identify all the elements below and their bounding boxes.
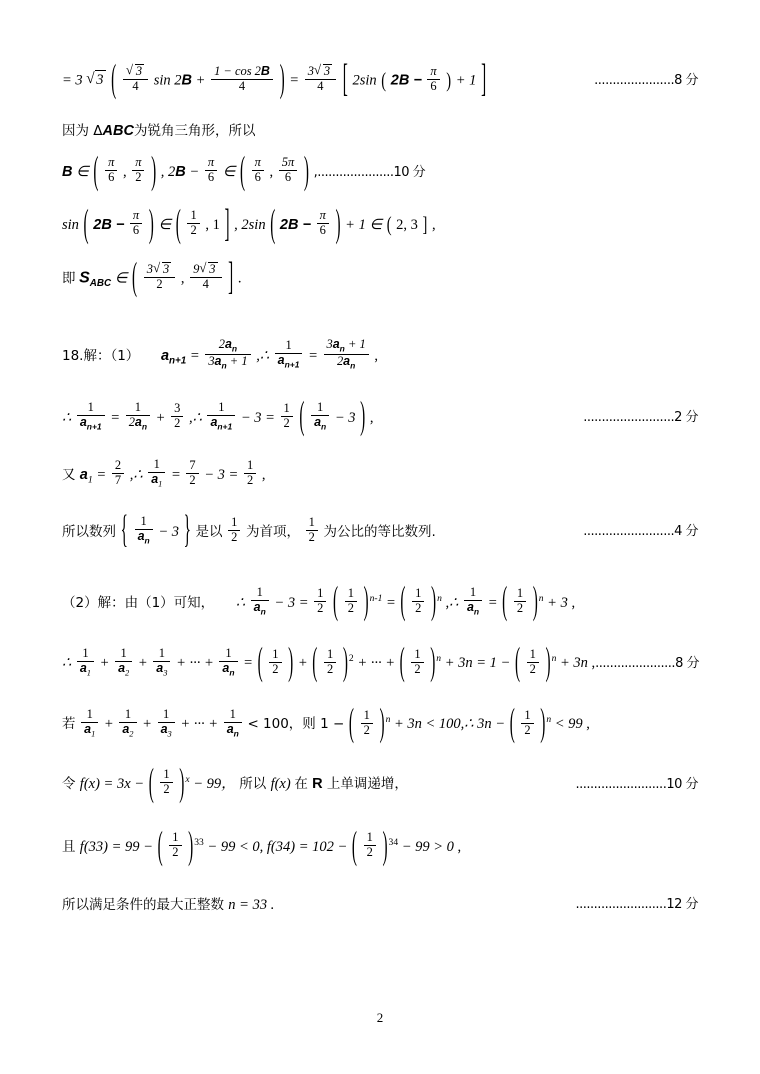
problem-18-part1-line4 — [62, 509, 698, 553]
p18-2-l2-t4: $\frac{1}{a_n}$ — [219, 647, 237, 678]
eq1-2B: 2B − — [390, 72, 422, 89]
brace-close: } — [183, 509, 191, 553]
p18l3-pre: 又 — [62, 466, 80, 483]
l3-pi-6-c: $\frac{\pi}{6}$ — [252, 156, 264, 185]
p18-2-l2-dots: + ··· + — [176, 655, 214, 672]
p18-2-therefore: ∴ — [235, 594, 246, 611]
paren-close: ) — [188, 824, 194, 869]
p18l3-eq2: = — [170, 466, 181, 483]
problem-18-part2 — [62, 580, 698, 624]
statement-acute-triangle — [62, 122, 698, 140]
paren-close: ) — [148, 202, 154, 246]
p18-2-l2-plus: + — [297, 655, 308, 672]
score-tag-8b: ......................8 分 — [595, 655, 699, 671]
eq1-plus: + — [195, 72, 206, 89]
p18-2-l2-plus3n: + 3n = 1 − — [444, 655, 511, 672]
paren-close-2: ) — [382, 824, 388, 869]
paren-close-2: ) — [430, 580, 437, 624]
l4-pi-6: $\frac{\pi}{6}$ — [130, 209, 142, 238]
page-number: 2 — [376, 1010, 384, 1025]
problem-18-part2-line4 — [62, 761, 698, 806]
p18-2-l2-t3: $\frac{1}{a_3}$ — [153, 647, 170, 678]
p18-2-l2-b2: $\frac{1}{2}$ — [324, 648, 336, 677]
eq1-inner-sin: 2sin — [352, 72, 377, 89]
p18-2-l6-val: = 33 . — [235, 897, 275, 914]
paren-open: ( — [111, 58, 117, 102]
line2-prefix: 因为 Δ — [62, 122, 103, 139]
l5-frac-2: $\frac{9 √ 3}{4}$ — [190, 262, 221, 292]
paren-open: ( — [148, 761, 154, 806]
p18-2-l2-p1: + — [99, 655, 110, 672]
paren-close-2: ) — [303, 149, 309, 193]
p18-2-l3-lt: < 100，则 1 − — [247, 716, 345, 733]
l3-minus: − — [189, 163, 200, 180]
p18-2-l3-b2: $\frac{1}{2}$ — [521, 709, 533, 738]
paren-close: ) — [151, 149, 157, 193]
l5-in: ∈ — [114, 270, 128, 287]
p18-a-sub: n+1 — [169, 355, 187, 367]
paren-open-2: ( — [312, 641, 318, 685]
l4-mid: , 2sin — [234, 216, 266, 233]
p18l2-frac-1: $\frac{1}{a_{n+1}}$ — [77, 401, 105, 432]
p18-2-l3-p1: + — [103, 716, 114, 733]
problem-18-part2-line3 — [62, 701, 698, 746]
p18-2-exp-1: n-1 — [369, 592, 383, 604]
p18-2-l5-b2: $\frac{1}{2}$ — [364, 831, 376, 860]
paren-close-3: ) — [532, 580, 538, 624]
paren-close: ) — [363, 580, 369, 624]
p18l2-frac-3: $\frac{3}{2}$ — [171, 402, 183, 431]
l3-pi-6-b: $\frac{\pi}{6}$ — [205, 156, 217, 185]
equation-line-1 — [62, 58, 698, 102]
problem-18-part1 — [62, 336, 698, 373]
p18-2-exp-3: n — [538, 592, 544, 604]
p18-2-l5-pre: 且 — [62, 839, 80, 856]
problem-18-part1-line3 — [62, 456, 698, 491]
p18-2-l4-x1: (x) — [83, 776, 100, 793]
p18-2-l4-tail: 上单调递增， — [322, 776, 408, 793]
p18l2-minus3: − 3 = — [240, 409, 275, 426]
p18l2-frac-5: $\frac{1}{2}$ — [281, 402, 293, 431]
p18-a: a — [160, 347, 170, 364]
p18-2-l2-comma: , — [591, 655, 596, 672]
paren-close-3: ) — [335, 202, 341, 246]
p18-eq2: = — [308, 347, 318, 364]
p18l2-inner-minus: − 3 — [334, 409, 356, 426]
paren-open-2: ( — [175, 202, 181, 246]
l3-B: B — [62, 163, 73, 180]
p18l3-therefore: ,∴ — [129, 466, 143, 483]
equation-line-3 — [62, 149, 698, 193]
p18-2-l4-f2: f — [270, 776, 275, 793]
paren-open: ( — [132, 255, 138, 300]
p18l2-inner-frac: $\frac{1}{a_n}$ — [311, 401, 329, 432]
p18-frac-3: $\frac{3a_n + 1}{2a_n}$ — [324, 338, 369, 371]
p18-2-l5-b2exp: 34 — [388, 837, 399, 849]
p18-2-l5-mid: − 99 < 0, — [207, 839, 264, 856]
l5-sub-abc: ABC — [89, 278, 112, 290]
problem-18-part2-line5 — [62, 824, 698, 869]
paren-open: ( — [83, 202, 89, 246]
p18-2-base-1: $\frac{1}{2}$ — [345, 587, 357, 616]
eq1-pi-over-6: $\frac{\pi}{6}$ — [427, 65, 439, 94]
eq1-sin: sin 2 — [153, 72, 182, 89]
p18-2-eq: = — [386, 594, 396, 611]
p18-2-l3-mid: + 3n < 100,∴ 3n − — [393, 716, 506, 733]
p18l2-eq: = — [110, 409, 121, 426]
score-tag-10: ,.....................10 分 — [313, 164, 426, 180]
paren-close: ) — [360, 395, 366, 439]
l4-in: ∈ — [158, 216, 172, 233]
paren-open-4: ( — [514, 641, 521, 685]
p18l3-frac-3: $\frac{7}{2}$ — [186, 459, 198, 488]
p18-2-l5-tail: − 99 > 0 — [401, 839, 454, 856]
p18l4-frac-3: $\frac{1}{2}$ — [306, 516, 318, 545]
p18l2-therefore: ,∴ — [188, 409, 202, 426]
l3-pi-2: $\frac{\pi}{2}$ — [132, 156, 144, 185]
p18-2-l3-p2: + — [142, 716, 152, 733]
l4-arg2: 2B − — [279, 216, 311, 233]
p18-2-l4-bexp: x — [185, 774, 190, 786]
eq1-radical-3: √ 3 — [86, 70, 105, 89]
p18-2-l2-b1: $\frac{1}{2}$ — [269, 648, 281, 677]
l5-frac-1: $\frac{3 √ 3}{2}$ — [144, 262, 175, 292]
p18l4-mid2: 为首项， — [246, 523, 301, 540]
p18-2-l2-b4exp: n — [551, 653, 557, 665]
p18-2-l4-f: f — [79, 776, 84, 793]
paren-open: ( — [348, 701, 354, 746]
p18-frac-2: $\frac{1}{a_{n+1}}$ — [275, 339, 303, 370]
p18-2-l4-x2: x — [124, 776, 131, 793]
p18l2-end: , — [369, 409, 374, 426]
l3-5pi-6: $\frac{5\pi}{6}$ — [279, 156, 297, 185]
p18-2-l3-t4: $\frac{1}{a_n}$ — [224, 708, 242, 739]
p18-2-l6-n: n — [228, 897, 236, 914]
p18-2-l4-eq: = 3 — [103, 776, 125, 793]
paren-close-3: ) — [430, 641, 436, 685]
p18-2-l4-mid: 所以 — [239, 776, 271, 793]
p18-2-l2-p2: + — [137, 655, 148, 672]
eq1-plus-one: + 1 — [455, 72, 477, 89]
p18l3-a1-sub: 1 — [87, 474, 93, 486]
p18-2-l3-t2: $\frac{1}{a_2}$ — [119, 708, 136, 739]
bracket-close-2: ] — [422, 213, 428, 237]
bracket-close: ] — [224, 202, 230, 246]
p18-2-l6-pre: 所以满足条件的最大正整数 — [62, 897, 229, 914]
p18-eq: = — [189, 347, 200, 364]
paren-close-inner: ) — [446, 68, 452, 93]
equation-line-4 — [62, 202, 698, 246]
p18-2-l4-base: $\frac{1}{2}$ — [160, 768, 172, 797]
p18-2-l2-t2: $\frac{1}{a_2}$ — [115, 647, 132, 678]
eq1-fraction-2: $\frac{1 - \cos 2B}{4}$ — [211, 65, 273, 94]
p18-2-frac-1: $\frac{1}{a_n}$ — [251, 586, 269, 617]
score-tag-4: .........................4 分 — [583, 523, 698, 539]
eq1-fraction-3: $\frac{3 √ 3}{4}$ — [305, 64, 336, 94]
triangle-abc: ABC — [102, 122, 134, 139]
paren-open-3: ( — [270, 202, 276, 246]
paren-open-inner: ( — [381, 68, 387, 93]
p18-2-l2-plus3n2: + 3n — [559, 655, 588, 672]
p18-2-l3-b1: $\frac{1}{2}$ — [361, 709, 373, 738]
paren-open-3: ( — [399, 641, 405, 685]
l3-B2: B — [175, 163, 186, 180]
p18-2-l3-lt99: < 99 — [554, 716, 583, 733]
p18-2-l2-dots2: + ··· + — [357, 655, 396, 672]
p18-2-plus3: + 3 — [547, 594, 568, 611]
l3-in: ∈ — [76, 163, 89, 180]
l4-arg: 2B − — [93, 216, 125, 233]
p18-2-l4-minus: − — [134, 776, 145, 793]
l3-in2: ∈ — [222, 163, 236, 180]
p18-2-l5-b1exp: 33 — [194, 837, 204, 849]
p18l3-end: , — [261, 466, 266, 483]
p18-2-l2-eq: = — [243, 655, 253, 672]
paren-open: ( — [93, 149, 99, 193]
eq1-var-B: B — [181, 72, 193, 89]
problem-18-part2-line6 — [62, 896, 698, 914]
l4-end: , — [432, 216, 436, 233]
p18l2-therefore-pre: ∴ — [62, 409, 72, 426]
p18l4-pre: 所以数列 — [62, 523, 116, 540]
p18-2-end: , — [571, 594, 576, 611]
paren-open: ( — [299, 395, 305, 439]
l4-plus1: + 1 ∈ — [345, 216, 383, 233]
p18l4-frac-1: $\frac{1}{a_n}$ — [135, 515, 153, 546]
bracket-close: ] — [228, 255, 234, 300]
p18-end: , — [374, 347, 378, 364]
p18-2-l5-a33: (33) — [83, 839, 108, 856]
p18-2-eq2: = — [487, 594, 498, 611]
p18l4-post: 为公比的等比数列. — [323, 523, 436, 540]
score-tag-12: .........................12 分 — [575, 897, 698, 913]
bracket-close: ] — [481, 58, 487, 102]
problem-18-part2-line2 — [62, 641, 699, 685]
p18-2-l4-R: R — [312, 776, 323, 793]
p18-2-l4-on: 在 — [294, 776, 313, 793]
p18-2-l3-end: , — [586, 716, 590, 733]
p18-2-exp-2: n — [437, 592, 442, 604]
paren-open: ( — [257, 641, 263, 685]
p18-2-l3-b1exp: n — [385, 714, 391, 726]
l5-comma: , — [180, 270, 185, 287]
score-tag-10b: .........................10 分 — [575, 776, 698, 792]
score-tag-8: ......................8 分 — [594, 72, 698, 88]
p18-2-l2-b3exp: n — [436, 653, 442, 665]
p18-2-l4-pre: 令 — [62, 776, 80, 793]
p18-2-head: （2）解：由（1）可知， — [62, 594, 215, 611]
eq1-fraction-1: √ $\frac{3}{4}$ — [123, 64, 148, 94]
p18-2-l2-t1: $\frac{1}{a_1}$ — [77, 647, 94, 678]
eq1-equals: = — [289, 72, 300, 89]
p18l4-minus3: − 3 — [158, 523, 179, 540]
p18-2-l5-eq2: = 102 − — [298, 839, 348, 856]
paren-close-4: ) — [545, 641, 551, 685]
p18-2-minus3: − 3 = — [274, 594, 309, 611]
paren-open-4: ( — [386, 213, 392, 237]
p18l2-plus: + — [155, 409, 166, 426]
paren-open: ( — [157, 824, 163, 869]
p18l3-eq: = — [96, 466, 107, 483]
paren-close-2: ) — [342, 641, 348, 685]
paren-open: ( — [332, 580, 339, 624]
p18-2-l5-a34: (34) — [270, 839, 296, 856]
l4-one: , 1 — [205, 216, 220, 233]
paren-open-2: ( — [351, 824, 357, 869]
l4-range: 2, 3 — [396, 216, 418, 233]
p18l3-minus3: − 3 = — [204, 466, 239, 483]
p18l4-mid: 是以 — [195, 523, 223, 540]
problem-18-part1-line2 — [62, 395, 698, 439]
p18-2-l5-f: f — [79, 839, 84, 856]
p18l3-a1: a — [79, 466, 88, 483]
paren-open-2: ( — [239, 149, 246, 193]
bracket-open: [ — [342, 58, 348, 102]
p18-2-l2-b3: $\frac{1}{2}$ — [411, 648, 423, 677]
l5-prefix: 即 — [62, 270, 76, 287]
p18-2-l4-minus99: − 99， — [193, 776, 236, 793]
p18l2-frac-4: $\frac{1}{a_{n+1}}$ — [207, 401, 235, 432]
p18-2-l2-b4: $\frac{1}{2}$ — [527, 648, 539, 677]
p18l3-frac-1: $\frac{2}{7}$ — [112, 459, 124, 488]
paren-close-2: ) — [540, 701, 546, 746]
eq1-prefix: = 3 — [62, 72, 83, 89]
paren-close: ) — [279, 58, 285, 102]
paren-close: ) — [288, 641, 294, 685]
p18l2-frac-2: $\frac{1}{2a_n}$ — [126, 401, 150, 432]
p18-2-base-2: $\frac{1}{2}$ — [412, 587, 424, 616]
equation-line-5 — [62, 255, 698, 300]
p18-2-l2-b2exp: 2 — [348, 653, 354, 665]
p18-2-therefore-2: ,∴ — [445, 594, 459, 611]
l3-mid: , 2 — [160, 163, 176, 180]
l3-comma: , — [122, 163, 127, 180]
p18-2-l5-b1: $\frac{1}{2}$ — [169, 831, 181, 860]
paren-close: ) — [379, 701, 385, 746]
p18-2-base-3: $\frac{1}{2}$ — [514, 587, 526, 616]
p18l3-frac-2: $\frac{1}{a_1}$ — [148, 458, 165, 489]
l3-pi-6: $\frac{\pi}{6}$ — [105, 156, 117, 185]
p18l3-frac-4: $\frac{1}{2}$ — [244, 459, 256, 488]
paren-open-3: ( — [502, 580, 508, 624]
l3-comma-2: , — [269, 163, 274, 180]
brace-open: { — [120, 509, 128, 553]
l4-pi-6-b: $\frac{\pi}{6}$ — [317, 209, 329, 238]
p18-2-l3-b2exp: n — [546, 714, 552, 726]
p18-2-l4-x3: (x) — [274, 776, 291, 793]
p18-2-l3-t1: $\frac{1}{a_1}$ — [81, 708, 98, 739]
l5-end: . — [237, 270, 242, 287]
p18-head: 18.解：（1） — [62, 347, 140, 364]
p18-2-l3-pre: 若 — [62, 716, 76, 733]
p18-2-l5-eq: = 99 − — [111, 839, 153, 856]
l5-S: S — [79, 269, 90, 287]
p18-2-l3-t3: $\frac{1}{a_3}$ — [158, 708, 175, 739]
paren-close: ) — [179, 761, 185, 806]
p18-2-l5-end: , — [457, 839, 462, 856]
p18-2-l2-pre: ∴ — [62, 655, 72, 672]
l4-sin: sin — [62, 216, 79, 233]
paren-open-2: ( — [509, 701, 515, 746]
p18l4-frac-2: $\frac{1}{2}$ — [228, 516, 240, 545]
p18-frac-1: $\frac{2a_n}{3a_n + 1}$ — [205, 338, 250, 371]
p18-2-frac-3: $\frac{1}{a_n}$ — [464, 586, 482, 617]
p18-2-frac-2: $\frac{1}{2}$ — [314, 587, 326, 616]
line2-suffix: 为锐角三角形，所以 — [133, 122, 256, 139]
p18-2-l3-dots: + ··· + — [180, 716, 219, 733]
paren-open-2: ( — [400, 580, 406, 624]
p18-2-l5-f2: f — [266, 839, 271, 856]
p18-therefore: ,∴ — [256, 347, 270, 364]
score-tag-2: .........................2 分 — [583, 410, 698, 426]
l4-half: $\frac{1}{2}$ — [187, 209, 199, 238]
